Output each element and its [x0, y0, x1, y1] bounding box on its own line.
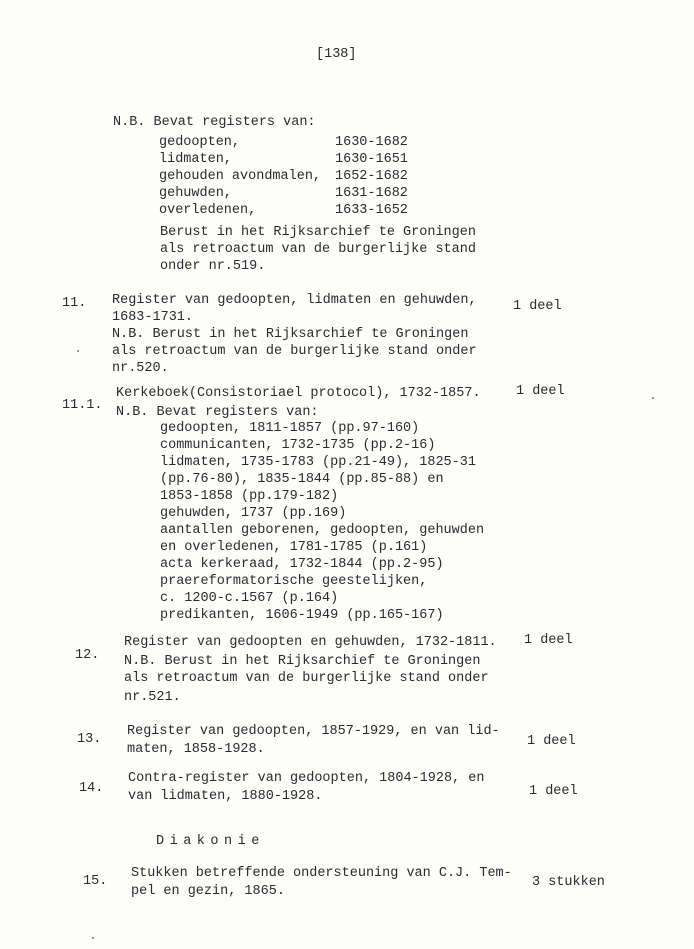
entry-line: maten, 1858-1928. — [127, 742, 265, 757]
entry-line: pel en gezin, 1865. — [131, 884, 285, 899]
entry-line: 1853-1858 (pp.179-182) — [160, 489, 339, 504]
entry-line: N.B. Berust in het Rijksarchief te Groningen — [124, 654, 481, 669]
register-row — [159, 134, 408, 151]
register-name: lidmaten, — [159, 152, 232, 167]
register-name: overledenen, — [159, 203, 257, 218]
entry-line: c. 1200-c.1567 (p.164) — [160, 591, 339, 606]
page-number: [138] — [316, 47, 357, 62]
entry-line: van lidmaten, 1880-1928. — [128, 789, 323, 804]
entry-extent: 1 deel — [524, 633, 573, 648]
entry-line: (pp.76-80), 1835-1844 (pp.85-88) en — [160, 472, 444, 487]
register-row — [159, 202, 408, 219]
entry-line: nr.520. — [112, 361, 169, 376]
register-years: 1633-1652 — [335, 203, 408, 218]
scan-speck — [77, 350, 79, 352]
entry-line: Register van gedoopten en gehuwden, 1732-1811. — [124, 635, 497, 650]
entry-line: als retroactum van de burgerlijke stand onder — [124, 671, 489, 686]
entry-line: predikanten, 1606-1949 (pp.165-167) — [160, 608, 444, 623]
entry-line: als retroactum van de burgerlijke stand onder — [112, 344, 477, 359]
entry-line: en overledenen, 1781-1785 (p.161) — [160, 540, 428, 555]
scan-speck — [92, 937, 94, 939]
register-name: gedoopten, — [159, 135, 241, 150]
entry-number: 14. — [79, 781, 104, 796]
entry-line: Register van gedoopten, 1857-1929, en van lid- — [127, 724, 500, 739]
entry-number: 15. — [83, 874, 108, 889]
register-years: 1630-1682 — [335, 135, 408, 150]
entry-number: 11. — [62, 296, 87, 311]
entry-line: Contra-register van gedoopten, 1804-1928, en — [128, 771, 485, 786]
entry-extent: 1 deel — [516, 384, 565, 399]
entry-line: Register van gedoopten, lidmaten en gehuwden, — [112, 293, 477, 308]
entry-line: nr.521. — [124, 690, 181, 705]
register-row — [159, 151, 408, 168]
entry-line: Stukken betreffende ondersteuning van C.J. Tem- — [131, 866, 512, 881]
register-name: gehouden avondmalen, — [159, 169, 322, 184]
entry-extent: 1 deel — [513, 299, 562, 314]
entry-number: 11.1. — [62, 398, 103, 413]
entry-extent: 1 deel — [529, 784, 578, 799]
intro-note-line: onder nr.519. — [160, 259, 266, 274]
entry-line: communicanten, 1732-1735 (pp.2-16) — [160, 438, 436, 453]
section-heading: Diakonie — [156, 834, 265, 849]
intro-heading: N.B. Bevat registers van: — [113, 115, 316, 130]
entry-line: gedoopten, 1811-1857 (pp.97-160) — [160, 421, 420, 436]
entry-number: 13. — [77, 732, 102, 747]
entry-line: N.B. Berust in het Rijksarchief te Groningen — [112, 327, 469, 342]
entry-line: acta kerkeraad, 1732-1844 (pp.2-95) — [160, 557, 444, 572]
entry-extent: 1 deel — [527, 734, 576, 749]
register-row — [159, 185, 408, 202]
scan-speck — [652, 397, 654, 399]
register-years: 1631-1682 — [335, 186, 408, 201]
entry-line: lidmaten, 1735-1783 (pp.21-49), 1825-31 — [160, 455, 476, 470]
entry-extent: 3 stukken — [532, 875, 605, 890]
entry-line: 1683-1731. — [112, 310, 194, 325]
register-name: gehuwden, — [159, 186, 232, 201]
entry-line: N.B. Bevat registers van: — [116, 405, 319, 420]
intro-note-line: als retroactum van de burgerlijke stand — [160, 242, 476, 257]
intro-note-line: Berust in het Rijksarchief te Groningen — [160, 225, 476, 240]
register-years: 1630-1651 — [335, 152, 408, 167]
entry-line: praereformatorische geestelijken, — [160, 574, 428, 589]
entry-line: gehuwden, 1737 (pp.169) — [160, 506, 347, 521]
entry-number: 12. — [75, 648, 100, 663]
entry-line: aantallen geborenen, gedoopten, gehuwden — [160, 523, 485, 538]
entry-line: Kerkeboek(Consistoriael protocol), 1732-1857. — [116, 386, 481, 401]
register-years: 1652-1682 — [335, 169, 408, 184]
register-row — [159, 168, 408, 185]
